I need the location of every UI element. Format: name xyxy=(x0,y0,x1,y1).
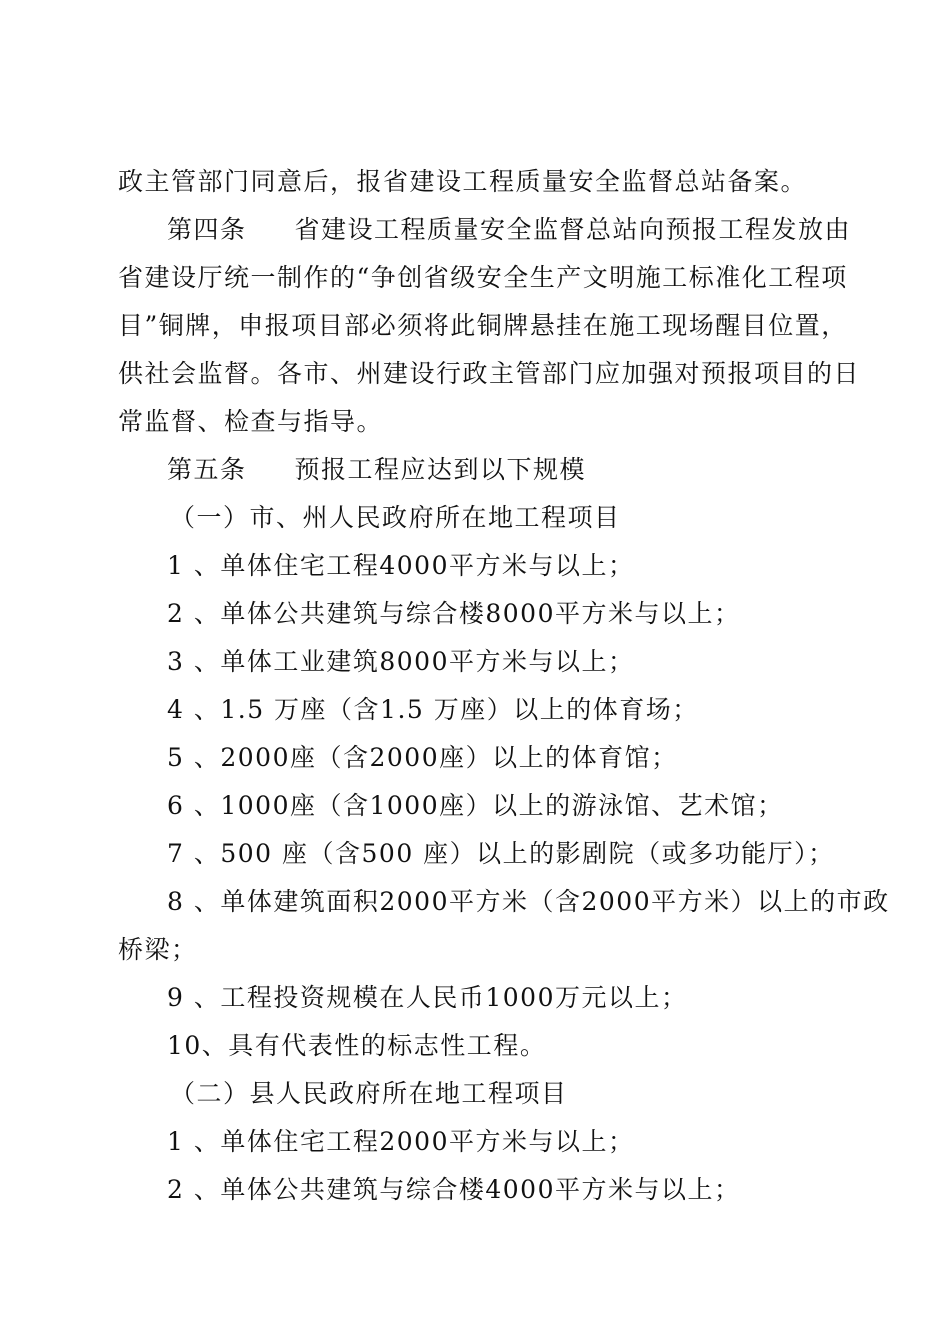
text-line: 省建设厅统一制作的“争创省级安全生产文明施工标准化工程项 xyxy=(118,263,848,292)
list-item: 9 、工程投资规模在人民币1000万元以上； xyxy=(167,983,688,1012)
list-item: 3 、单体工业建筑8000平方米与以上； xyxy=(167,647,635,676)
list-item: 4 、1.5 万座（含1.5 万座）以上的体育场； xyxy=(167,695,699,724)
section-heading: （一）市、州人民政府所在地工程项目 xyxy=(170,503,621,532)
list-item: 2 、单体公共建筑与综合楼8000平方米与以上； xyxy=(167,599,741,628)
list-item-continuation: 桥梁； xyxy=(118,935,198,964)
article-5-line xyxy=(167,454,887,486)
list-item: 10、具有代表性的标志性工程。 xyxy=(167,1031,547,1060)
list-item: 1 、单体住宅工程4000平方米与以上； xyxy=(167,551,635,580)
list-item: 7 、500 座（含500 座）以上的影剧院（或多功能厅）； xyxy=(167,839,835,868)
list-item: 8 、单体建筑面积2000平方米（含2000平方米）以上的市政 xyxy=(167,887,890,916)
article-4-line xyxy=(167,214,887,246)
list-item: 6 、1000座（含1000座）以上的游泳馆、艺术馆； xyxy=(167,791,784,820)
article-4-heading: 第四条 xyxy=(167,215,247,244)
list-item: 5 、2000座（含2000座）以上的体育馆； xyxy=(167,743,678,772)
article-4-text: 省建设工程质量安全监督总站向预报工程发放由 xyxy=(294,215,852,244)
text-line: 常监督、检查与指导。 xyxy=(118,407,384,436)
article-5-text: 预报工程应达到以下规模 xyxy=(294,455,587,484)
article-5-heading: 第五条 xyxy=(167,455,247,484)
list-item: 2 、单体公共建筑与综合楼4000平方米与以上； xyxy=(167,1175,741,1204)
section-heading: （二）县人民政府所在地工程项目 xyxy=(170,1079,568,1108)
text-line: 政主管部门同意后，报省建设工程质量安全监督总站备案。 xyxy=(118,167,808,196)
text-line: 供社会监督。各市、州建设行政主管部门应加强对预报项目的日 xyxy=(118,359,861,388)
text-line: 目”铜牌，申报项目部必须将此铜牌悬挂在施工现场醒目位置， xyxy=(118,311,848,340)
list-item: 1 、单体住宅工程2000平方米与以上； xyxy=(167,1127,635,1156)
